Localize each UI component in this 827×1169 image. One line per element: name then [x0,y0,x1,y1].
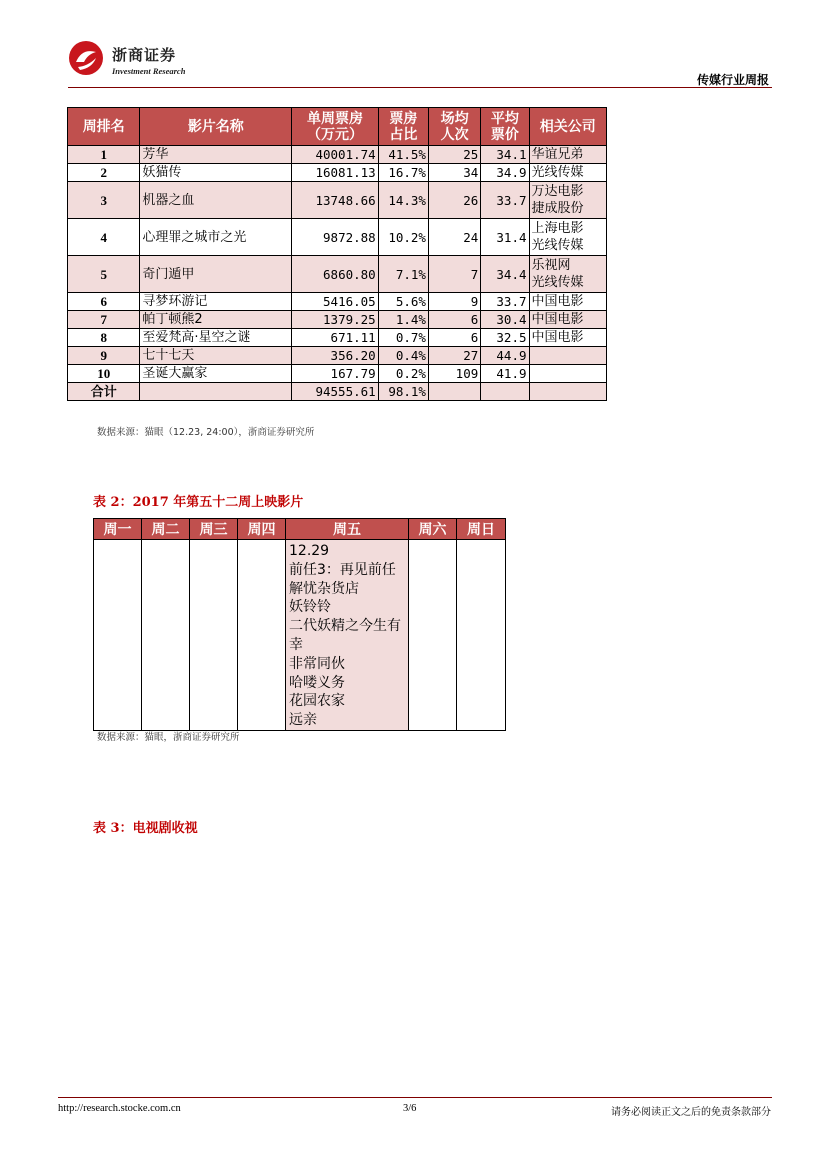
title-cell: 至爱梵高·星空之谜 [140,329,292,347]
avg-people-cell: 24 [428,219,480,256]
table2-title: 表 2：2017 年第五十二周上映影片 [93,495,304,510]
release-film: 二代妖精之今生有幸 [289,618,401,653]
company-name: 上海电影 [531,221,584,236]
title-cell: 寻梦环游记 [140,293,292,311]
avg-price-cell: 33.7 [481,293,529,311]
title-cell: 妖猫传 [140,164,292,182]
logo-text-en: Investment Research [112,66,186,76]
col-header-share [378,108,428,146]
company-name: 光线传媒 [531,238,584,253]
box-office-cell: 356.20 [292,347,378,365]
table-row [68,256,607,293]
share-cell: 0.4% [378,347,428,365]
table1-source: 数据来源：猫眼（12.23, 24:00），浙商证券研究所 [97,427,315,438]
rank-cell: 3 [68,182,140,219]
col-header-avg-price-text: 平均票价 [490,110,519,143]
title-cell: 心理罪之城市之光 [140,219,292,256]
avg-people-cell: 34 [428,164,480,182]
rank-cell: 7 [68,311,140,329]
box-office-cell: 40001.74 [292,146,378,164]
col-header-title: 影片名称 [140,108,292,146]
share-cell: 0.2% [378,365,428,383]
release-date: 12.29 [289,543,330,559]
share-cell: 16.7% [378,164,428,182]
title-cell: 芳华 [140,146,292,164]
box-office-cell: 5416.05 [292,293,378,311]
total-empty-cell [481,383,529,401]
avg-people-cell: 109 [428,365,480,383]
table-row [68,347,607,365]
company-name: 万达电影 [531,184,584,199]
company-name: 中国电影 [531,294,584,309]
monday-cell [94,540,142,731]
col-header-company: 相关公司 [529,108,606,146]
table-row [68,164,607,182]
share-cell: 0.7% [378,329,428,347]
col-header-wednesday: 周三 [190,519,238,540]
share-cell: 41.5% [378,146,428,164]
release-film: 花园农家 [289,693,345,710]
col-header-avg-people [428,108,480,146]
company-cell [529,182,606,219]
col-header-share-text: 票房占比 [389,110,418,143]
total-box-cell: 94555.61 [292,383,378,401]
box-office-cell: 16081.13 [292,164,378,182]
avg-price-cell: 41.9 [481,365,529,383]
box-office-table [67,107,607,401]
avg-people-cell: 25 [428,146,480,164]
avg-price-cell: 34.4 [481,256,529,293]
share-cell: 14.3% [378,182,428,219]
table-header-row [68,108,607,146]
rank-cell: 6 [68,293,140,311]
title-cell: 帕丁顿熊2 [140,311,292,329]
total-label-cell: 合计 [68,383,140,401]
footer-url[interactable]: http://research.stocke.com.cn [58,1103,181,1114]
release-film: 解忧杂货店 [289,580,359,597]
company-name: 光线传媒 [531,165,584,180]
avg-people-cell: 7 [428,256,480,293]
title-cell: 奇门遁甲 [140,256,292,293]
release-film: 非常同伙 [289,655,345,672]
total-empty-cell [529,383,606,401]
col-header-avg-price [481,108,529,146]
box-office-cell: 671.11 [292,329,378,347]
wednesday-cell [190,540,238,731]
company-cell [529,146,606,164]
share-cell: 5.6% [378,293,428,311]
rank-cell: 2 [68,164,140,182]
box-office-cell: 6860.80 [292,256,378,293]
rank-cell: 8 [68,329,140,347]
table-row [94,540,506,731]
rank-cell: 5 [68,256,140,293]
table-row [68,182,607,219]
company-name: 乐视网 [531,258,571,273]
title-cell: 圣诞大赢家 [140,365,292,383]
col-header-friday: 周五 [286,519,409,540]
footer-divider [58,1097,772,1098]
total-share-cell: 98.1% [378,383,428,401]
tuesday-cell [142,540,190,731]
share-cell: 7.1% [378,256,428,293]
table-row [68,311,607,329]
sunday-cell [457,540,506,731]
company-logo [68,40,104,76]
rank-cell: 9 [68,347,140,365]
avg-price-cell: 31.4 [481,219,529,256]
release-film: 妖铃铃 [289,599,331,616]
avg-people-cell: 26 [428,182,480,219]
table-row [68,146,607,164]
col-header-box [292,108,378,146]
header-divider [68,87,772,88]
release-film: 远亲 [289,712,317,729]
company-name: 中国电影 [531,330,584,345]
col-header-sunday: 周日 [457,519,506,540]
col-header-rank: 周排名 [68,108,140,146]
share-cell: 10.2% [378,219,428,256]
title-cell: 七十七天 [140,347,292,365]
total-empty-cell [140,383,292,401]
report-type: 传媒行业周报 [696,73,769,87]
avg-people-cell: 6 [428,311,480,329]
table-row [68,329,607,347]
table-header-row [94,519,506,540]
col-header-thursday: 周四 [238,519,286,540]
avg-price-cell: 32.5 [481,329,529,347]
weekly-release-table [93,518,506,731]
table-row [68,365,607,383]
table3-title: 表 3：电视剧收视 [93,821,198,836]
company-cell [529,329,606,347]
total-row [68,383,607,401]
company-name: 中国电影 [531,312,584,327]
company-name: 光线传媒 [531,275,584,290]
table-row [68,293,607,311]
rank-cell: 4 [68,219,140,256]
col-header-box-text: 单周票房（万元） [306,110,363,143]
box-office-cell: 1379.25 [292,311,378,329]
rank-cell: 1 [68,146,140,164]
company-cell [529,347,606,365]
friday-cell [286,540,409,731]
company-name: 捷成股份 [531,201,584,216]
avg-price-cell: 34.9 [481,164,529,182]
avg-people-cell: 9 [428,293,480,311]
avg-people-cell: 6 [428,329,480,347]
company-cell [529,365,606,383]
box-office-cell: 167.79 [292,365,378,383]
col-header-monday: 周一 [94,519,142,540]
page-number: 3/6 [403,1103,417,1114]
footer-disclaimer: 请务必阅读正文之后的免责条款部分 [611,1107,771,1118]
avg-price-cell: 30.4 [481,311,529,329]
box-office-cell: 13748.66 [292,182,378,219]
rank-cell: 10 [68,365,140,383]
total-empty-cell [428,383,480,401]
table-row [68,219,607,256]
table2-source: 数据来源：猫眼，浙商证券研究所 [97,732,240,743]
company-name: 华谊兄弟 [531,147,584,162]
release-film: 哈喽义务 [289,674,345,691]
col-header-tuesday: 周二 [142,519,190,540]
col-header-saturday: 周六 [409,519,457,540]
company-cell [529,256,606,293]
box-office-cell: 9872.88 [292,219,378,256]
company-cell [529,293,606,311]
saturday-cell [409,540,457,731]
avg-price-cell: 33.7 [481,182,529,219]
title-cell: 机器之血 [140,182,292,219]
col-header-avg-people-text: 场均人次 [440,110,469,143]
logo-text-cn: 浙商证券 [112,46,177,64]
release-film: 前任3：再见前任 [289,561,396,578]
company-cell [529,311,606,329]
thursday-cell [238,540,286,731]
company-cell [529,219,606,256]
avg-people-cell: 27 [428,347,480,365]
avg-price-cell: 44.9 [481,347,529,365]
share-cell: 1.4% [378,311,428,329]
company-cell [529,164,606,182]
avg-price-cell: 34.1 [481,146,529,164]
